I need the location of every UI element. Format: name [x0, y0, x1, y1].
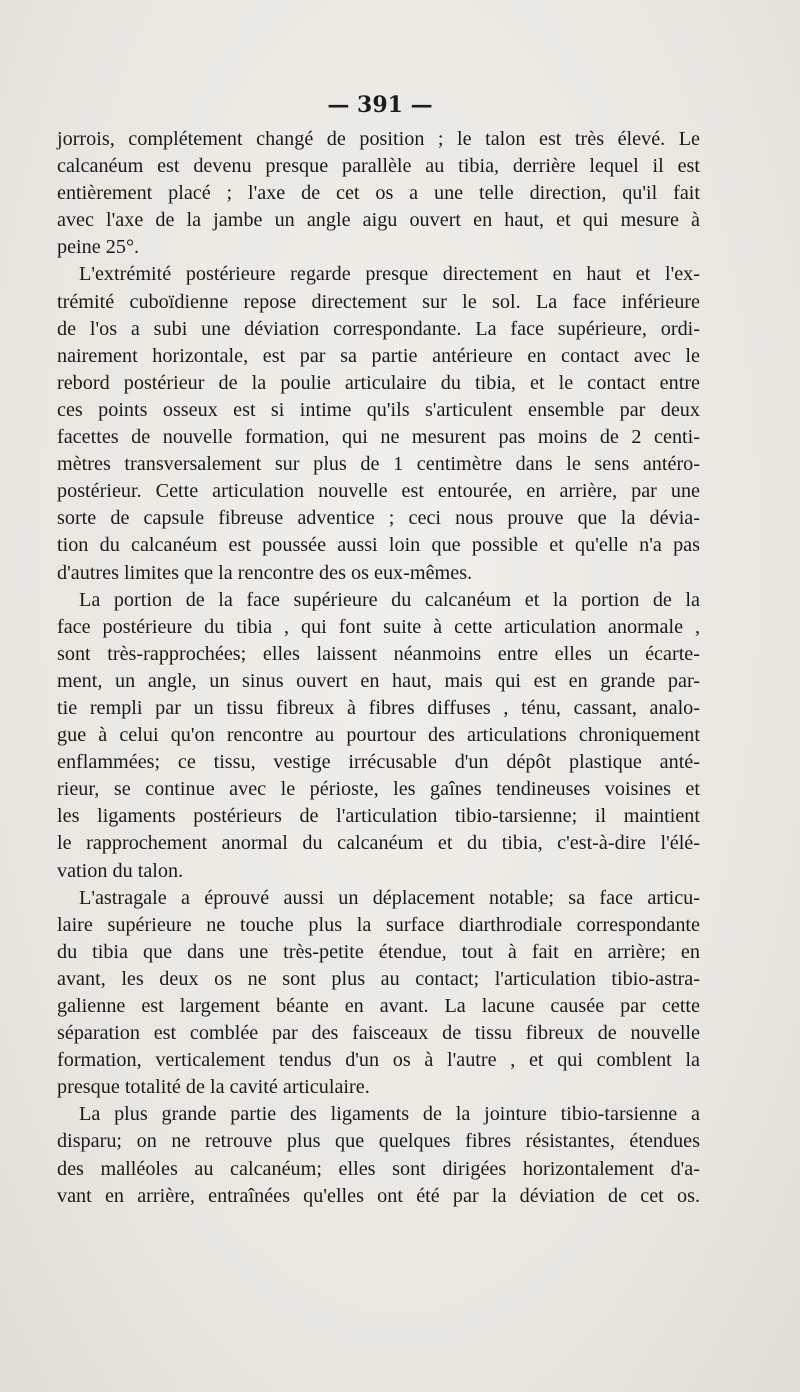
text-line: ment, un angle, un sinus ouvert en haut, mais qui est en grande par- — [57, 669, 700, 692]
text-line: La plus grande partie des ligaments de la jointure tibio-tarsienne a — [79, 1103, 700, 1126]
text-line: entièrement placé ; l'axe de cet os a une telle direction, qu'il fait — [57, 182, 700, 205]
text-line: ces points osseux est si intime qu'ils s'articulent ensemble par deux — [57, 398, 700, 421]
text-line: sorte de capsule fibreuse adventice ; ceci nous prouve que la dévia- — [57, 507, 700, 530]
text-line: de l'os a subi une déviation correspondante. La face supérieure, ordi- — [57, 317, 700, 340]
text-line: enflammées; ce tissu, vestige irrécusable d'un dépôt plastique anté- — [57, 751, 700, 774]
text-line: jorrois, complétement changé de position ; le talon est très élevé. Le — [57, 128, 700, 150]
paragraph — [57, 587, 700, 885]
text-line: disparu; on ne retrouve plus que quelques fibres résistantes, étendues — [57, 1130, 700, 1153]
paragraph — [57, 261, 700, 586]
text-line: gue à celui qu'on rencontre au pourtour des articulations chroniquement — [57, 724, 700, 747]
text-line: tie rempli par un tissu fibreux à fibres diffuses , ténu, cassant, analo- — [57, 696, 700, 719]
text-line: des malléoles au calcanéum; elles sont dirigées horizontalement d'a- — [57, 1157, 700, 1180]
text-line: d'autres limites que la rencontre des os eux-mêmes. — [57, 561, 473, 584]
paragraph — [57, 885, 700, 1102]
text-line: vant en arrière, entraînées qu'elles ont été par la déviation de cet os. — [57, 1184, 700, 1207]
text-line: formation, verticalement tendus d'un os à l'autre , et qui comblent la — [57, 1049, 700, 1072]
text-line: laire supérieure ne touche plus la surface diarthrodiale correspondante — [57, 913, 700, 936]
text-line: du tibia que dans une très-petite étendue, tout à fait en arrière; en — [57, 940, 700, 963]
paragraph — [57, 126, 700, 261]
text-line: La portion de la face supérieure du calcanéum et la portion de la — [79, 588, 700, 611]
text-line: sont très-rapprochées; elles laissent néanmoins entre elles un écarte- — [57, 642, 700, 665]
text-line: séparation est comblée par des faisceaux de tissu fibreux de nouvelle — [57, 1022, 700, 1045]
text-line: rebord postérieur de la poulie articulaire du tibia, et le contact entre — [57, 371, 700, 394]
text-line: le rapprochement anormal du calcanéum et du tibia, c'est-à-dire l'élé- — [57, 832, 700, 855]
text-line: les ligaments postérieurs de l'articulation tibio-tarsienne; il maintient — [57, 805, 700, 828]
paragraph — [57, 1101, 700, 1209]
text-line: face postérieure du tibia , qui font suite à cette articulation anormale , — [57, 615, 700, 638]
text-line: trémité cuboïdienne repose directement sur le sol. La face inférieure — [57, 290, 700, 313]
text-line: rieur, se continue avec le périoste, les gaînes tendineuses voisines et — [57, 778, 700, 801]
text-line: calcanéum est devenu presque parallèle au tibia, derrière lequel il est — [57, 155, 700, 178]
text-line: peine 25°. — [57, 236, 140, 259]
text-line: mètres transversalement sur plus de 1 centimètre dans le sens antéro- — [57, 453, 700, 476]
text-line: avant, les deux os ne sont plus au contact; l'articulation tibio-astra- — [57, 967, 700, 990]
text-line: avec l'axe de la jambe un angle aigu ouvert en haut, et qui mesure à — [57, 209, 700, 232]
text-line: postérieur. Cette articulation nouvelle est entourée, en arrière, par une — [57, 480, 700, 503]
body-text — [57, 126, 700, 1210]
text-line: galienne est largement béante en avant. La lacune causée par cette — [57, 995, 700, 1017]
text-line: vation du talon. — [57, 859, 184, 882]
text-line: facettes de nouvelle formation, qui ne mesurent pas moins de 2 centi- — [57, 426, 700, 449]
text-line: L'astragale a éprouvé aussi un déplacement notable; sa face articu- — [79, 886, 700, 909]
text-line: nairement horizontale, est par sa partie antérieure en contact avec le — [57, 344, 700, 367]
text-line: presque totalité de la cavité articulaire. — [57, 1076, 370, 1099]
text-line: L'extrémité postérieure regarde presque directement en haut et l'ex- — [79, 263, 700, 286]
text-line: tion du calcanéum est poussée aussi loin que possible et qu'elle n'a pas — [57, 534, 700, 557]
page-number: — 391 — — [327, 92, 433, 118]
